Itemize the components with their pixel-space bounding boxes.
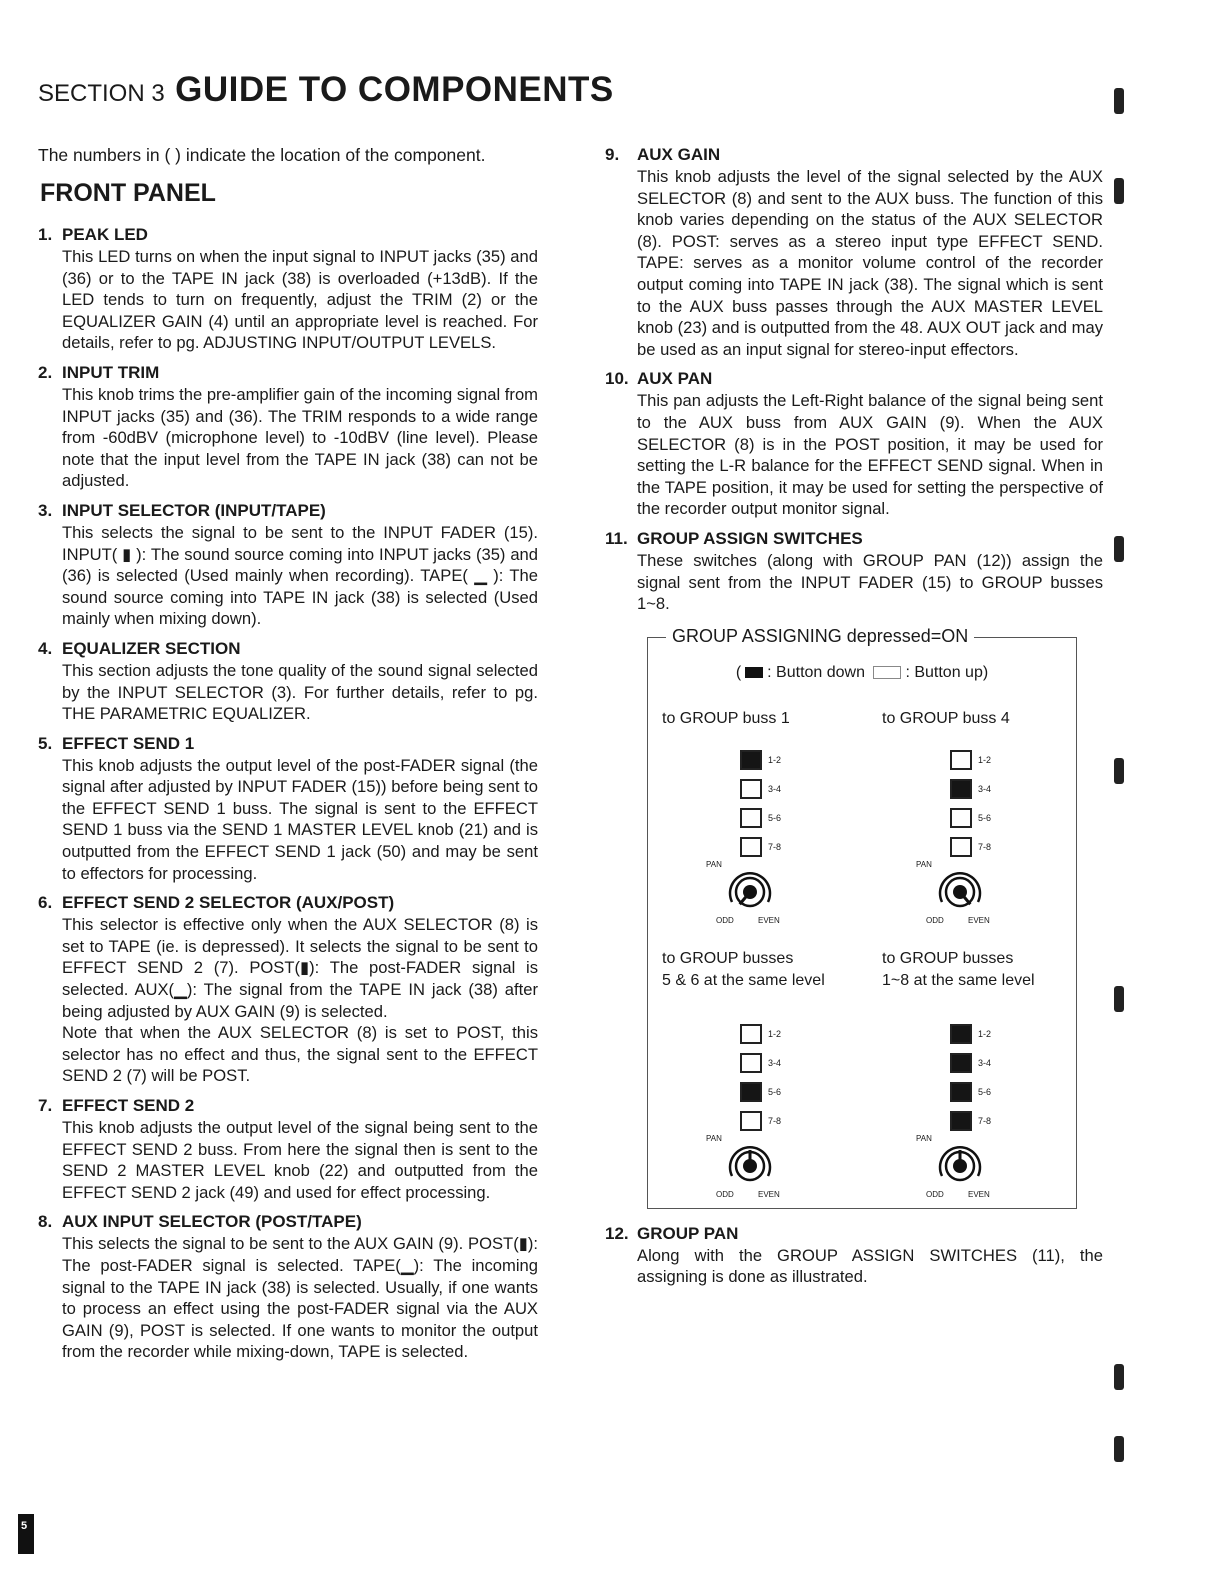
item-body: This knob adjusts the output level of the signal being sent to the EFFECT SEND 2 buss. From here the signal then is sent to the SEND 2 MASTER LEVEL knob (22) and outputted from the EFFECT SEND 2 jack (49) and used for effect processing. — [62, 1118, 538, 1202]
group-label: to GROUP busses — [882, 949, 1014, 967]
item-note: Note that when the AUX SELECTOR (8) is set to POST, this selector has no effect and thus, the signal sent to the EFFECT SEND 2 (7) will be POST. — [62, 1023, 538, 1086]
diagram-title: GROUP ASSIGNING depressed=ON — [666, 624, 974, 648]
switch-label: 5-6 — [978, 1086, 992, 1097]
switch-label: 3-4 — [978, 1057, 992, 1068]
item-title: EFFECT SEND 1 — [62, 733, 195, 753]
switch-label: 5-6 — [978, 812, 992, 823]
page-number: 5 — [21, 1520, 28, 1532]
group-assign-switch — [740, 837, 782, 857]
item-body: This selects the signal to be sent to the AUX GAIN (9). POST(▮): The post-FADER signal is selected. TAPE(▁): The incoming signal to the TAPE IN jack (38) is selected. Usually, if one wants to process an effect using the post-FADER signal via the AUX GAIN (9), POST is selected. If one wants to monitor the output from the recorder while mixing-down, TAPE is selected. — [62, 1234, 538, 1362]
switch-label: 3-4 — [768, 1057, 782, 1068]
item-body: Along with the GROUP ASSIGN SWITCHES (11), the assigning is done as illustrated. — [637, 1245, 1103, 1287]
item-10 — [603, 368, 1103, 520]
item-title: INPUT TRIM — [62, 362, 160, 382]
group-assign-switch — [740, 750, 782, 770]
switch-label: 5-6 — [768, 1086, 782, 1097]
item-number: 8. — [38, 1212, 53, 1232]
pan-label: PAN — [916, 1133, 932, 1143]
group-label-2: 5 & 6 at the same level — [662, 971, 825, 989]
group-assign-switch — [740, 1024, 782, 1044]
item-5 — [38, 733, 538, 885]
item-11 — [603, 528, 1103, 615]
group-example-3 — [654, 948, 864, 992]
item-body: This knob adjusts the level of the signal selected by the AUX SELECTOR (8) and sent to the AUX buss. The function of this knob varies depending on the status of the AUX SELECTOR (8). POST: serves as a stereo input type EFFECT SEND. TAPE: serves as a monitor volume control of the recorder output coming into TAPE IN jack (38). The signal which is sent to the AUX buss passes through the AUX MASTER LEVEL knob (23) and is outputted from the 48. AUX OUT jack and may be used as an input signal for stereo-input effectors. — [637, 167, 1103, 359]
switch-label: 1-2 — [978, 1028, 992, 1039]
page-header — [38, 70, 614, 110]
item-title: INPUT SELECTOR (INPUT/TAPE) — [62, 500, 326, 520]
legend-on-label: Button down — [776, 663, 865, 681]
item-number: 11. — [605, 528, 628, 548]
group-example-2 — [874, 708, 1084, 730]
binding-hole-mark — [1114, 1436, 1124, 1462]
group-assign-switch — [740, 1053, 782, 1073]
group-assign-switch — [950, 808, 992, 828]
switch-stack — [950, 1024, 992, 1140]
item-body: This selects the signal to be sent to the INPUT FADER (15). INPUT( ▮ ): The sound source coming into INPUT jacks (35) and (36) is selected (Used mainly when recording). TAPE( ▁ ): The sound source coming into TAPE IN jack (38) is selected (Used mainly when mixing down). — [62, 522, 538, 629]
item-number: 9. — [605, 145, 620, 164]
pan-label: PAN — [706, 1133, 722, 1143]
item-12 — [603, 1223, 1103, 1288]
switch-label: 7-8 — [978, 841, 992, 852]
group-label: to GROUP buss 4 — [882, 709, 1010, 727]
left-column — [38, 144, 538, 1371]
group-assign-switch — [950, 1111, 992, 1131]
pan-knob-icon — [722, 1136, 778, 1192]
group-assign-switch — [950, 1024, 992, 1044]
group-example-1 — [654, 708, 864, 730]
item-title: AUX INPUT SELECTOR (POST/TAPE) — [62, 1212, 362, 1232]
switch-label: 5-6 — [768, 812, 782, 823]
switch-label: 7-8 — [768, 1115, 782, 1126]
diagram-legend: ( : Button down : Button up) — [735, 663, 989, 681]
item-title: GROUP PAN — [637, 1223, 739, 1243]
even-label: EVEN — [968, 915, 990, 925]
item-title: PEAK LED — [62, 225, 148, 244]
item-1 — [38, 224, 538, 354]
group-assign-diagram — [647, 625, 1077, 1209]
switch-label: 1-2 — [978, 754, 992, 765]
group-pan-knob — [706, 860, 796, 930]
item-7 — [38, 1095, 538, 1203]
group-pan-knob — [916, 1134, 1006, 1204]
even-label: EVEN — [968, 1189, 990, 1199]
group-assign-switch — [950, 750, 992, 770]
item-2 — [38, 362, 538, 492]
group-assign-switch — [950, 1082, 992, 1102]
switch-stack — [740, 1024, 782, 1140]
binding-hole-mark — [1114, 178, 1124, 204]
item-title: GROUP ASSIGN SWITCHES — [637, 528, 863, 548]
item-number: 12. — [605, 1223, 629, 1243]
item-body: This selector is effective only when the AUX SELECTOR (8) is set to TAPE (ie. is depressed). It selects the signal to be sent to EFFECT SEND 2 (7). POST(▮): The post-FADER signal is selected. AUX(▁): The signal from the TAPE IN jack (38) after being adjusted by AUX GAIN (9) is selected. — [62, 915, 538, 1021]
binding-hole-mark — [1114, 758, 1124, 784]
group-label: to GROUP busses — [662, 949, 794, 967]
item-body: This pan adjusts the Left-Right balance of the signal being sent to the AUX buss from AUX GAIN (9). When the AUX SELECTOR (8) is in the POST position, it may be used for setting the L-R balance for the EFFECT SEND signal. When in the TAPE position, it may be used for setting the perspective of the recorder output monitor signal. — [637, 391, 1103, 519]
pan-label: PAN — [916, 859, 932, 869]
pan-knob-icon — [722, 862, 778, 918]
item-title: EFFECT SEND 2 — [62, 1096, 195, 1115]
item-8 — [38, 1211, 538, 1363]
switch-stack — [950, 750, 992, 866]
section-label: SECTION 3 — [38, 80, 165, 107]
item-number: 1. — [38, 225, 53, 244]
button-up-swatch — [873, 666, 901, 679]
item-9 — [603, 144, 1103, 360]
binding-hole-mark — [1114, 986, 1124, 1012]
item-title: AUX PAN — [637, 369, 713, 389]
page-number-tab — [18, 1514, 34, 1554]
odd-label: ODD — [926, 1189, 944, 1199]
even-label: EVEN — [758, 1189, 780, 1199]
group-pan-knob — [706, 1134, 796, 1204]
legend-off-label: Button up — [914, 663, 983, 681]
item-body: This knob trims the pre-amplifier gain of the incoming signal from INPUT jacks (35) and (36). The TRIM responds to a wide range from -60dBV (microphone level) to -10dBV (line level). Please note that the input level from the TAPE IN jack (38) can not be adjusted. — [62, 384, 538, 491]
group-pan-knob — [916, 860, 1006, 930]
item-body: This knob adjusts the output level of the post-FADER signal (the signal after adjusted by INPUT FADER (15)) before being sent to the EFFECT SEND 1 buss. The signal is sent to the EFFECT SEND 1 buss via the SEND 1 MASTER LEVEL knob (21) and is outputted from the EFFECT SEND 1 jack (50) and may be sent to effectors for processing. — [62, 755, 538, 883]
group-assign-switch — [740, 1082, 782, 1102]
binding-hole-mark — [1114, 1364, 1124, 1390]
group-assign-switch — [950, 779, 992, 799]
switch-label: 7-8 — [768, 841, 782, 852]
group-example-4 — [874, 948, 1084, 992]
group-assign-switch — [740, 1111, 782, 1131]
group-assign-switch — [950, 1053, 992, 1073]
group-label: to GROUP buss 1 — [662, 709, 790, 727]
item-number: 5. — [38, 733, 53, 753]
odd-label: ODD — [716, 915, 734, 925]
item-title: EQUALIZER SECTION — [62, 638, 241, 658]
item-number: 7. — [38, 1096, 53, 1115]
intro-text: The numbers in ( ) indicate the location of the component. — [38, 145, 486, 165]
item-number: 2. — [38, 362, 53, 382]
item-number: 4. — [38, 638, 53, 658]
switch-label: 3-4 — [768, 783, 782, 794]
even-label: EVEN — [758, 915, 780, 925]
group-assign-switch — [950, 837, 992, 857]
switch-label: 7-8 — [978, 1115, 992, 1126]
pan-knob-icon — [932, 1136, 988, 1192]
group-assign-switch — [740, 808, 782, 828]
binding-hole-mark — [1114, 88, 1124, 114]
item-number: 10. — [605, 369, 629, 389]
switch-stack — [740, 750, 782, 866]
switch-label: 3-4 — [978, 783, 992, 794]
group-assign-switch — [740, 779, 782, 799]
switch-label: 1-2 — [768, 1028, 782, 1039]
item-title: AUX GAIN — [637, 145, 721, 164]
pan-knob-icon — [932, 862, 988, 918]
item-4 — [38, 638, 538, 725]
odd-label: ODD — [926, 915, 944, 925]
binding-hole-mark — [1114, 536, 1124, 562]
front-panel-heading: FRONT PANEL — [40, 179, 216, 207]
item-body: This LED turns on when the input signal to INPUT jacks (35) and (36) or to the TAPE IN jack (38) is overloaded (+13dB). If the LED tends to turn on frequently, adjust the TRIM (2) or the EQUALIZER GAIN (4) until an appropriate level is reached. For details, refer to pg. ADJUSTING INPUT/OUTPUT LEVELS. — [62, 247, 538, 353]
item-body: This section adjusts the tone quality of the sound signal selected by the INPUT SELECTOR (3). For further details, refer to pg. THE PARAMETRIC EQUALIZER. — [62, 660, 538, 724]
item-title: EFFECT SEND 2 SELECTOR (AUX/POST) — [62, 893, 395, 913]
item-body: These switches (along with GROUP PAN (12)) assign the signal sent from the INPUT FADER (15) to GROUP busses 1~8. — [637, 550, 1103, 614]
pan-label: PAN — [706, 859, 722, 869]
odd-label: ODD — [716, 1189, 734, 1199]
item-6 — [38, 892, 538, 1087]
item-3 — [38, 500, 538, 630]
page-title: GUIDE TO COMPONENTS — [175, 70, 614, 109]
item-number: 3. — [38, 500, 53, 520]
right-column — [603, 144, 1103, 1296]
item-number: 6. — [38, 893, 53, 913]
button-down-swatch — [745, 667, 763, 678]
group-label-2: 1~8 at the same level — [882, 971, 1035, 989]
switch-label: 1-2 — [768, 754, 782, 765]
